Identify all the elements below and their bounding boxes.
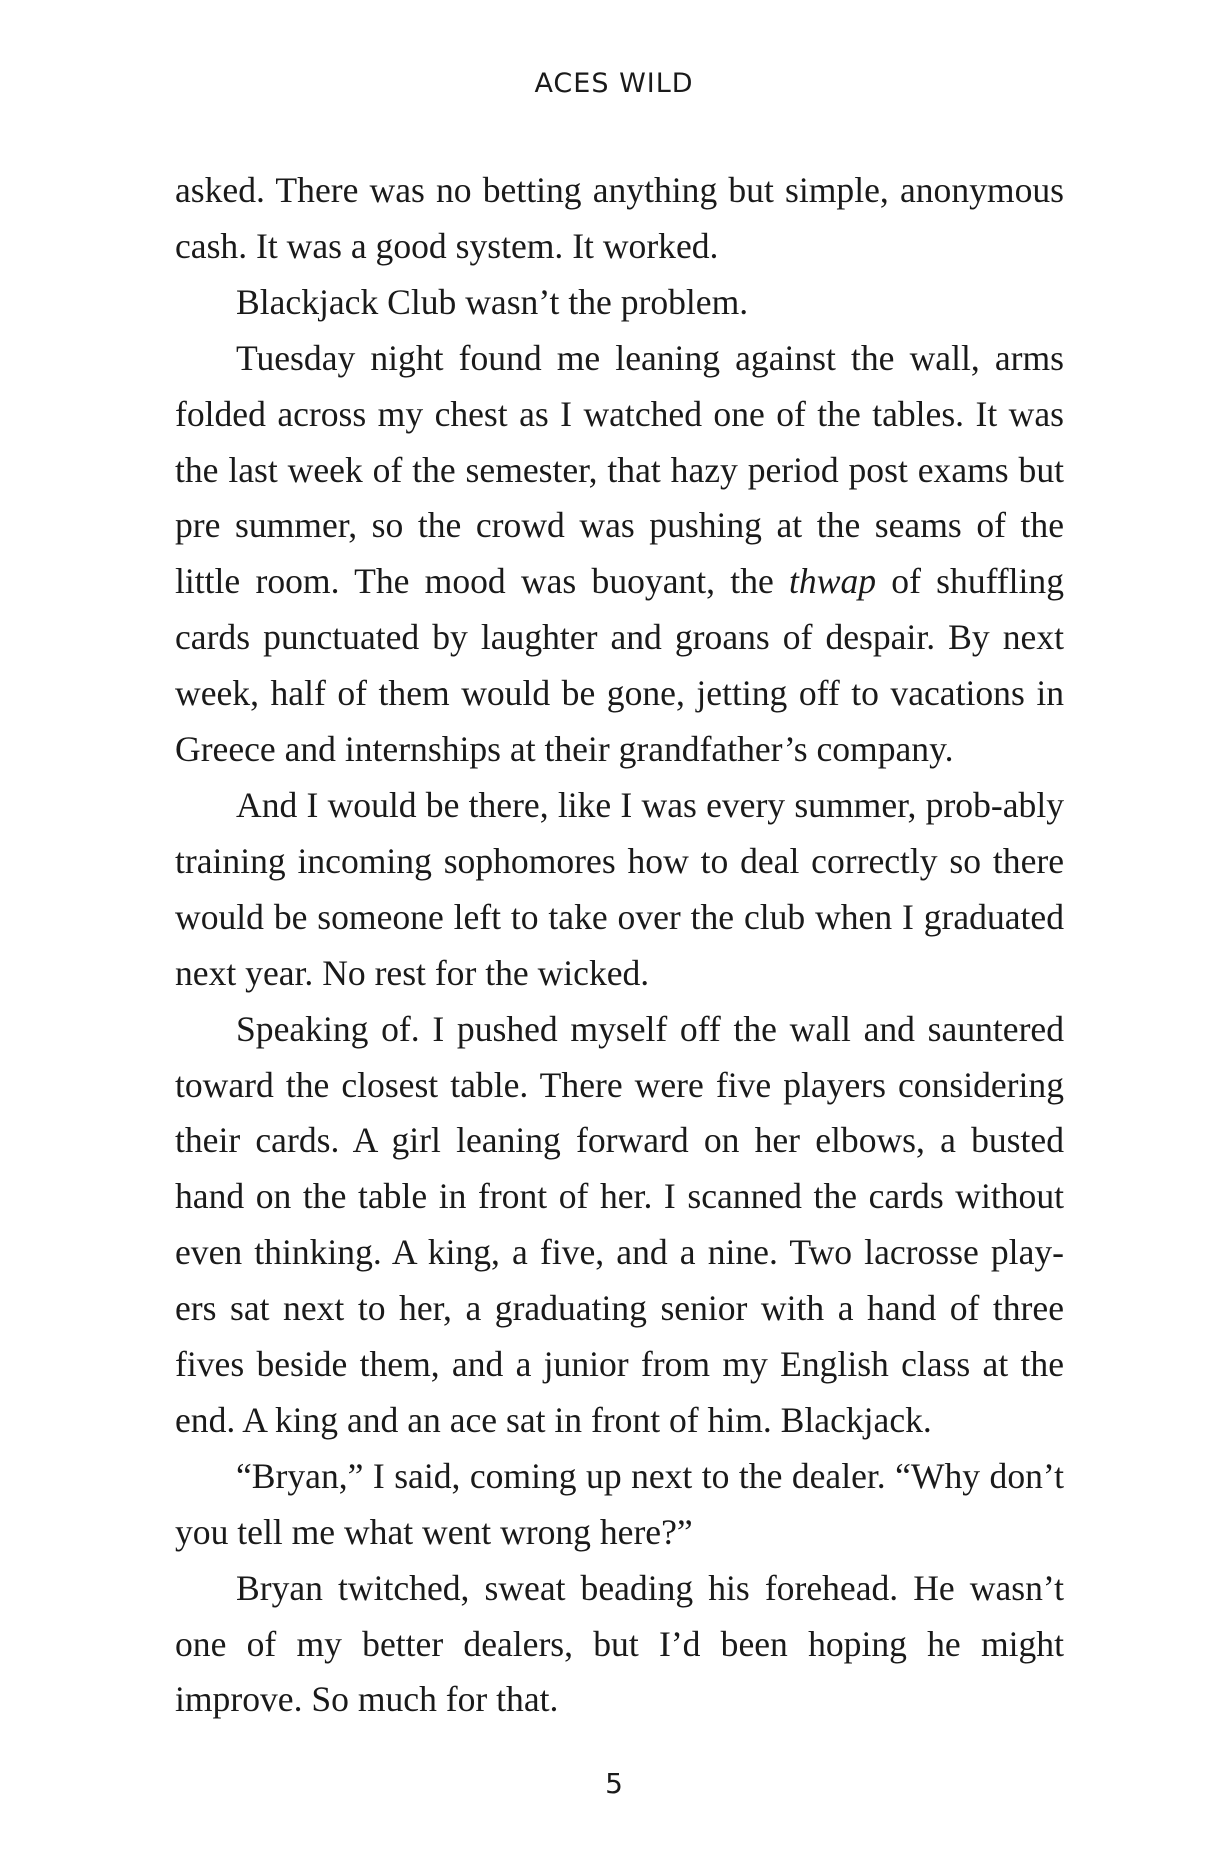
text-segment: Blackjack Club wasn’t the problem. <box>236 281 749 322</box>
text-segment: And I would be there, like I was every summer, prob-ably training incoming sophomores how to deal correctly so there would be someone left to take over the club when I graduated next year. No rest for the wicked. <box>175 784 1064 993</box>
paragraph-5 <box>175 1002 1064 1449</box>
paragraph-4 <box>175 778 1064 1002</box>
paragraph-2 <box>175 275 1064 331</box>
running-head: ACES WILD <box>534 68 694 99</box>
paragraph-6 <box>175 1449 1064 1561</box>
paragraph-7 <box>175 1561 1064 1729</box>
text-segment: “Bryan,” I said, coming up next to the dealer. “Why don’t you tell me what went wrong here?” <box>175 1455 1064 1552</box>
text-segment: of shuffling cards punctuated by laughter and groans of despair. By next week, half of them would be gone, jetting off to vacations in Greece and internships at their grandfather’s company. <box>175 561 1065 770</box>
page-number: 5 <box>605 1767 623 1800</box>
text-segment: Bryan twitched, sweat beading his forehead. He wasn’t one of my better dealers, but I’d been hoping he might improve. So much for that. <box>175 1567 1064 1720</box>
text-segment: Speaking of. I pushed myself off the wall and sauntered toward the closest table. There were five players considering their cards. A girl leaning forward on her elbows, a busted hand on the table in front of her. I scanned the cards without even thinking. A king, a five, and a nine. Two lacrosse play-ers sat next to her, a graduating senior with a hand of three fives beside them, and a junior from my English class at the end. A king and an ace sat in front of him. Blackjack. <box>175 1008 1064 1440</box>
italic-word: thwap <box>789 561 877 602</box>
paragraph-3 <box>175 331 1064 778</box>
paragraph-1 <box>175 163 1064 275</box>
text-segment: Tuesday night found me leaning against the wall, arms folded across my chest as I watched one of the tables. It was the last week of the semester, that hazy period post exams but pre summer, so the crowd was pushing at the seams of the little room. The mood was buoyant, the <box>175 337 1064 602</box>
body-text <box>175 163 1064 1728</box>
text-segment: asked. There was no betting anything but simple, anonymous cash. It was a good system. It worked. <box>175 170 1064 266</box>
